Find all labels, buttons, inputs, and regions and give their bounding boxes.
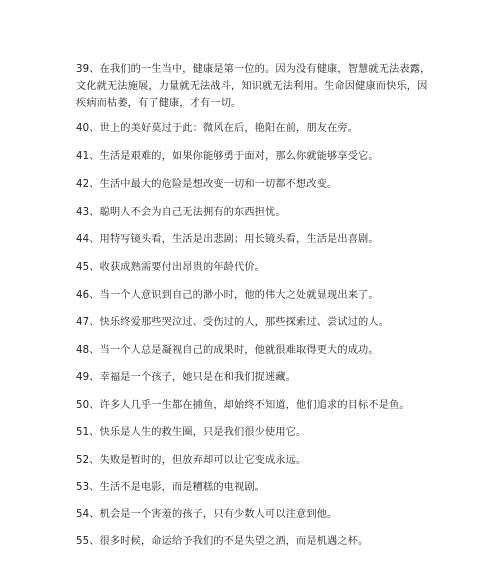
- item-text: 很多时候，命运给予我们的不是失望之酒，而是机遇之杯。: [99, 536, 369, 547]
- item-number: 45、: [76, 262, 100, 273]
- item-text: 世上的美好莫过于此：微风在后，艳阳在前，朋友在旁。: [99, 123, 359, 134]
- list-item: [76, 148, 428, 165]
- item-text: 生活是艰难的，如果你能够勇于面对，那么你就能够享受它。: [99, 151, 379, 162]
- item-number: 41、: [76, 151, 100, 162]
- item-text: 生活不是电影，而是糟糕的电视剧。: [99, 482, 266, 493]
- list-item: [76, 120, 428, 137]
- item-line-3: 疾病而枯萎，有了健康，才有一切。: [76, 98, 242, 109]
- list-item: [76, 176, 428, 193]
- item-number: 43、: [76, 207, 100, 218]
- item-number: 50、: [76, 400, 100, 411]
- item-line-1: [76, 61, 431, 78]
- list-item: [76, 369, 428, 386]
- item-text: 机会是一个害羞的孩子，只有少数人可以注意到他。: [99, 509, 338, 520]
- item-number: 49、: [76, 372, 100, 383]
- item-text: 当一个人总是凝视自己的成果时，他就很难取得更大的成功。: [99, 345, 379, 356]
- item-text: 收获成熟需要付出昂贵的年龄代价。: [99, 262, 266, 273]
- list-item: [76, 424, 428, 441]
- item-text: 快乐是人生的救生圈，只是我们很少使用它。: [99, 427, 307, 438]
- item-number: 53、: [76, 482, 100, 493]
- list-item: [76, 533, 428, 550]
- item-number: 51、: [76, 427, 100, 438]
- item-number: 54、: [76, 509, 100, 520]
- list-item: [76, 452, 428, 469]
- item-line-2: 文化就无法施展，力量就无法战斗，知识就无法利用。生命因健康而快乐，因: [76, 81, 428, 92]
- list-item: [76, 506, 428, 523]
- list-item: [76, 397, 428, 414]
- item-text: 失败是暂时的，但放弃却可以让它变成永远。: [99, 455, 307, 466]
- list-item: [76, 342, 428, 359]
- item-number: 48、: [76, 345, 100, 356]
- item-text: 生活中最大的危险是想改变一切和一切都不想改变。: [99, 179, 338, 190]
- list-item: [76, 287, 428, 304]
- item-number: 55、: [76, 536, 100, 547]
- item-text: 当一个人意识到自己的渺小时，他的伟大之处就显现出来了。: [99, 290, 379, 301]
- list-item: [76, 204, 428, 221]
- item-text: 许多人几乎一生都在捕鱼，却始终不知道，他们追求的目标不是鱼。: [99, 400, 410, 411]
- item-text: 幸福是一个孩子，她只是在和我们捉迷藏。: [99, 372, 297, 383]
- item-number: 39、: [76, 64, 100, 75]
- item-number: 42、: [76, 179, 100, 190]
- list-item: [76, 314, 428, 331]
- list-item: [76, 479, 428, 496]
- item-number: 46、: [76, 290, 100, 301]
- item-text: 用特写镜头看，生活是出悲剧；用长镜头看，生活是出喜剧。: [99, 234, 379, 245]
- item-number: 40、: [76, 123, 100, 134]
- item-number: 52、: [76, 455, 100, 466]
- list-item: [76, 259, 428, 276]
- item-number: 44、: [76, 234, 100, 245]
- list-item: [76, 61, 431, 112]
- item-text: 快乐终爱那些哭泣过、受伤过的人，那些探索过、尝试过的人。: [99, 317, 390, 328]
- item-text: 在我们的一生当中，健康是第一位的。因为没有健康，智慧就无法表露，: [99, 64, 431, 75]
- list-item: [76, 231, 428, 248]
- item-text: 聪明人不会为自己无法拥有的东西担忧。: [99, 207, 286, 218]
- item-number: 47、: [76, 317, 100, 328]
